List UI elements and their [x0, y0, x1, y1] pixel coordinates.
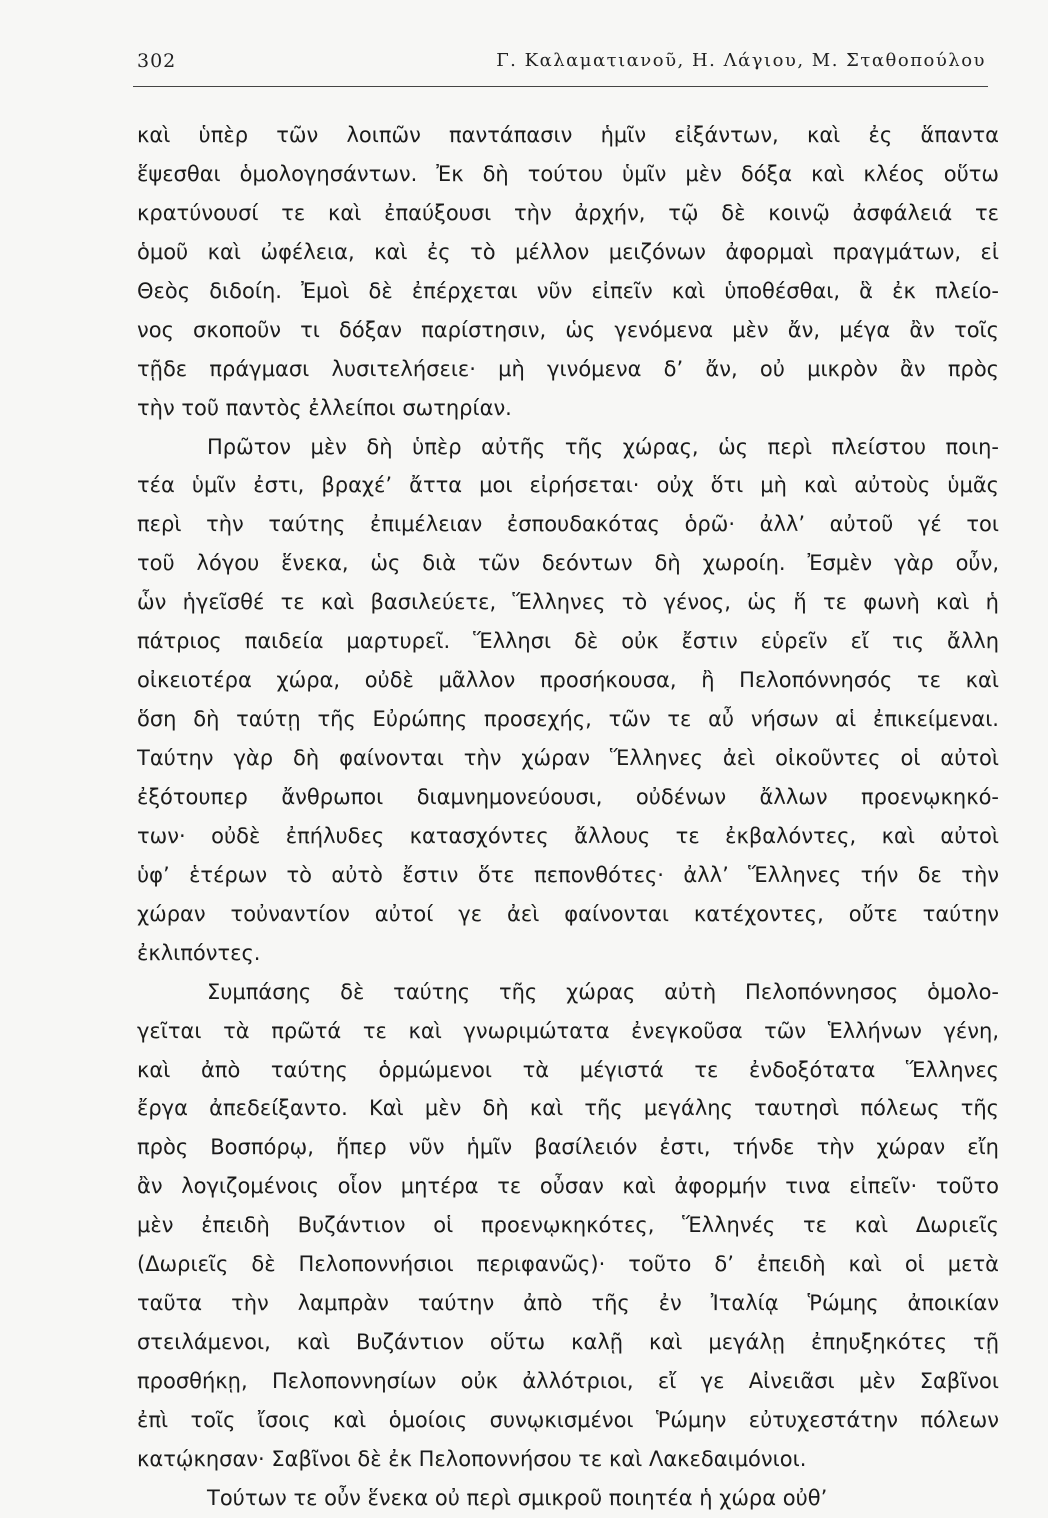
text-line: καὶ ἀπὸ ταύτης ὁρμώμενοι τὰ μέγιστά τε ἐνδοξότατα Ἕλληνες [137, 1057, 999, 1082]
text-line: ἐξότουπερ ἄνθρωποι διαμνημονεύουσι, οὐδένων ἄλλων προενῳκηκό- [137, 784, 999, 809]
text-line: κρατύνουσί τε καὶ ἐπαύξουσι τὴν ἀρχήν, τῷ δὲ κοινῷ ἀσφάλειά τε [137, 200, 999, 225]
header-rule [133, 86, 988, 87]
text-line: ἐπὶ τοῖς ἴσοις καὶ ὁμοίοις συνῳκισμένοι Ῥώμην εὐτυχεστάτην πόλεων [137, 1407, 999, 1432]
text-line: καὶ ὑπὲρ τῶν λοιπῶν παντάπασιν ἡμῖν εἰξάντων, καὶ ἐς ἅπαντα [137, 123, 999, 147]
text-line: Πρῶτον μὲν δὴ ὑπὲρ αὐτῆς τῆς χώρας, ὡς περὶ πλείστου ποιη- [207, 434, 999, 459]
text-line: τοῦ λόγου ἕνεκα, ὡς διὰ τῶν δεόντων δὴ χωροίη. Ἐσμὲν γὰρ οὖν, [137, 551, 999, 576]
paragraph [137, 116, 999, 428]
text-line: ταῦτα τὴν λαμπρὰν ταύτην ἀπὸ τῆς ἐν Ἰταλίᾳ Ῥώμης ἀποικίαν [137, 1291, 999, 1316]
text-line: Συμπάσης δὲ ταύτης τῆς χώρας αὐτὴ Πελοπόννησος ὁμολο- [207, 979, 999, 1004]
body-text [137, 116, 999, 1518]
text-line: τῇδε πράγμασι λυσιτελήσειε· μὴ γινόμενα δ’ ἄν, οὐ μικρὸν ἂν πρὸς [137, 356, 999, 381]
page-number: 302 [137, 50, 177, 72]
text-line: κατῴκησαν· Σαβῖνοι δὲ ἐκ Πελοποννήσου τε καὶ Λακεδαιμόνιοι. [137, 1446, 807, 1471]
text-line: περὶ τὴν ταύτης ἐπιμέλειαν ἐσπουδακότας ὁρῶ· ἀλλ’ αὐτοῦ γέ τοι [137, 512, 999, 537]
running-head: Γ. Καλαματιανοῦ, Η. Λάγιου, Μ. Σταθοπούλου [496, 50, 986, 71]
text-line: πάτριος παιδεία μαρτυρεῖ. Ἕλλησι δὲ οὐκ ἔστιν εὑρεῖν εἴ τις ἄλλη [137, 629, 999, 654]
text-line: στειλάμενοι, καὶ Βυζάντιον οὕτω καλῇ καὶ μεγάλῃ ἐπηυξηκότες τῇ [137, 1330, 999, 1355]
text-line: οἰκειοτέρα χώρα, οὐδὲ μᾶλλον προσήκουσα, ἢ Πελοπόννησός τε καὶ [137, 668, 999, 693]
text-line: νος σκοποῦν τι δόξαν παρίστησιν, ὡς γενόμενα μὲν ἄν, μέγα ἂν τοῖς [137, 317, 999, 342]
text-line: προσθήκῃ, Πελοποννησίων οὐκ ἀλλότριοι, εἴ γε Αἰνειᾶσι μὲν Σαβῖνοι [137, 1369, 999, 1393]
text-line: πρὸς Βοσπόρῳ, ἥπερ νῦν ἡμῖν βασίλειόν ἐστι, τήνδε τὴν χώραν εἴη [137, 1135, 999, 1160]
text-line: των· οὐδὲ ἐπήλυδες κατασχόντες ἄλλους τε ἐκβαλόντες, καὶ αὐτοὶ [137, 823, 999, 848]
text-line: χώραν τοὐναντίον αὐτοί γε ἀεὶ φαίνονται κατέχοντες, οὔτε ταύτην [137, 901, 999, 926]
text-line: Ταύτην γὰρ δὴ φαίνονται τὴν χώραν Ἕλληνες ἀεὶ οἰκοῦντες οἱ αὐτοὶ [137, 746, 999, 770]
text-line: ἐκλιπόντες. [137, 940, 261, 965]
text-line: ἔργα ἀπεδείξαντο. Καὶ μὲν δὴ καὶ τῆς μεγάλης ταυτησὶ πόλεως τῆς [137, 1096, 999, 1121]
text-line: ἂν λογιζομένοις οἷον μητέρα τε οὖσαν καὶ ἀφορμήν τινα εἰπεῖν· τοῦτο [137, 1174, 999, 1199]
paragraph [137, 973, 999, 1479]
text-line: ὧν ἡγεῖσθέ τε καὶ βασιλεύετε, Ἕλληνες τὸ γένος, ὡς ἥ τε φωνὴ καὶ ἡ [137, 590, 999, 615]
paragraph [137, 1479, 999, 1518]
text-line: Θεὸς διδοίη. Ἐμοὶ δὲ ἐπέρχεται νῦν εἰπεῖν καὶ ὑποθέσθαι, ἃ ἐκ πλείο- [137, 278, 999, 303]
paragraph [137, 428, 999, 973]
text-line: τὴν τοῦ παντὸς ἐλλείποι σωτηρίαν. [137, 395, 512, 420]
text-line: μὲν ἐπειδὴ Βυζάντιον οἱ προενῳκηκότες, Ἕλληνές τε καὶ Δωριεῖς [137, 1213, 999, 1238]
text-line: γεῖται τὰ πρῶτά τε καὶ γνωριμώτατα ἐνεγκοῦσα τῶν Ἑλλήνων γένη, [137, 1018, 999, 1043]
text-line: (Δωριεῖς δὲ Πελοποννήσιοι περιφανῶς)· τοῦτο δ’ ἐπειδὴ καὶ οἱ μετὰ [137, 1252, 999, 1277]
page-header [135, 44, 986, 78]
text-line: ὅση δὴ ταύτῃ τῆς Εὐρώπης προσεχής, τῶν τε αὖ νήσων αἱ ἐπικείμεναι. [137, 707, 999, 732]
text-line: τέα ὑμῖν ἐστι, βραχέ’ ἄττα μοι εἰρήσεται· οὐχ ὅτι μὴ καὶ αὐτοὺς ὑμᾶς [137, 473, 999, 498]
text-line: Τούτων τε οὖν ἕνεκα οὐ περὶ σμικροῦ ποιητέα ἡ χώρα οὐθ’ [207, 1485, 828, 1510]
text-line: ὑφ’ ἑτέρων τὸ αὐτὸ ἔστιν ὅτε πεπονθότες· ἀλλ’ Ἕλληνες τήν δε τὴν [137, 862, 999, 887]
text-line: ὁμοῦ καὶ ὠφέλεια, καὶ ἐς τὸ μέλλον μειζόνων ἀφορμαὶ πραγμάτων, εἰ [137, 239, 999, 264]
text-line: ἕψεσθαι ὁμολογησάντων. Ἐκ δὴ τούτου ὑμῖν μὲν δόξα καὶ κλέος οὕτω [137, 161, 999, 186]
